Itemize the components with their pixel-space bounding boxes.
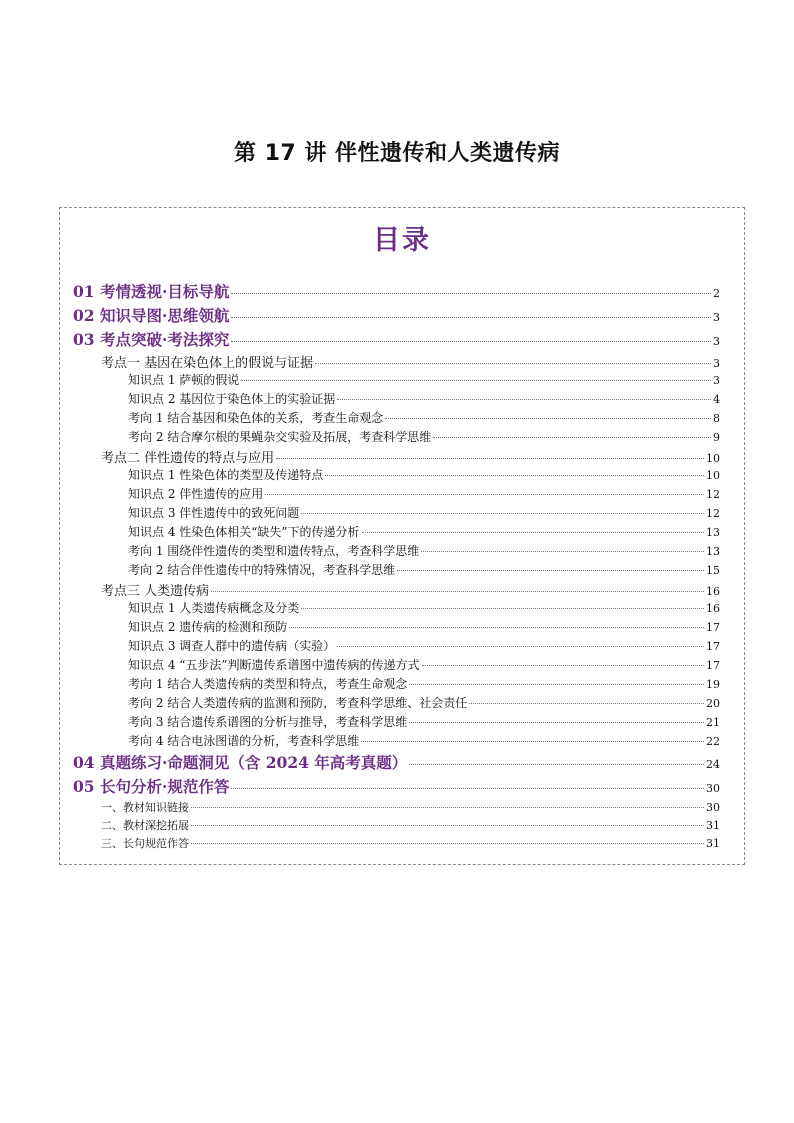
- toc-entry-page: 3: [713, 357, 720, 370]
- toc-entry[interactable]: [73, 817, 720, 835]
- toc-entry-label: 知识点 3 调查人群中的遗传病（实验）: [128, 639, 336, 653]
- toc-leader-dots: [362, 532, 704, 533]
- toc-entry-page: 17: [706, 621, 720, 634]
- toc-leader-dots: [265, 494, 704, 495]
- toc-entry-page: 30: [706, 782, 720, 795]
- toc-entry-label: 01 考情透视·目标导航: [73, 282, 230, 301]
- toc-leader-dots: [325, 475, 704, 476]
- toc-entry-page: 31: [706, 819, 720, 832]
- toc-entry[interactable]: [73, 799, 720, 817]
- toc-entry-label: 知识点 4 性染色体相关“缺失”下的传递分析: [128, 525, 360, 539]
- toc-leader-dots: [469, 703, 704, 704]
- toc-entry[interactable]: [73, 390, 720, 409]
- toc-entry-page: 3: [713, 374, 720, 387]
- toc-entry[interactable]: [73, 618, 720, 637]
- toc-entry-page: 15: [706, 564, 720, 577]
- toc-entry-page: 31: [706, 837, 720, 850]
- toc-entry-page: 3: [713, 311, 720, 324]
- toc-entry-page: 19: [706, 678, 720, 691]
- toc-entry-label: 05 长句分析·规范作答: [73, 777, 230, 796]
- toc-entry[interactable]: [73, 751, 720, 775]
- toc-entry[interactable]: [73, 713, 720, 732]
- toc-heading: 目录: [373, 225, 431, 256]
- toc-entry-page: 13: [706, 526, 720, 539]
- toc-entry-label: 考向 1 结合人类遗传病的类型和特点，考查生命观念: [128, 677, 408, 691]
- toc-entry-label: 考向 2 结合摩尔根的果蝇杂交实验及拓展，考查科学思维: [128, 430, 432, 444]
- toc-entry-label: 考向 1 围绕伴性遗传的类型和遗传特点，考查科学思维: [128, 544, 420, 558]
- toc-entry[interactable]: [73, 280, 720, 304]
- toc-leader-dots: [409, 722, 704, 723]
- toc-entry-page: 10: [706, 452, 720, 465]
- toc-leader-dots: [191, 825, 704, 826]
- toc-entry-page: 22: [706, 735, 720, 748]
- toc-entry-page: 24: [706, 758, 720, 771]
- toc-entry[interactable]: [73, 775, 720, 799]
- toc-entry-page: 10: [706, 469, 720, 482]
- toc-entry-label: 考点一 基因在染色体上的假说与证据: [101, 356, 314, 371]
- toc-leader-dots: [409, 684, 704, 685]
- toc-entry[interactable]: [73, 637, 720, 656]
- toc-entry-label: 考向 2 结合人类遗传病的监测和预防，考查科学思维、社会责任: [128, 696, 468, 710]
- toc-leader-dots: [231, 293, 711, 294]
- toc-entry[interactable]: [73, 523, 720, 542]
- toc-entry[interactable]: [73, 599, 720, 618]
- toc-leader-dots: [191, 843, 704, 844]
- toc-entry-page: 9: [713, 431, 720, 444]
- toc-leader-dots: [191, 807, 704, 808]
- toc-entry[interactable]: [73, 675, 720, 694]
- toc-entry-page: 16: [706, 602, 720, 615]
- toc-leader-dots: [289, 627, 704, 628]
- toc-entry-label: 04 真题练习·命题洞见（含 2024 年高考真题）: [73, 753, 408, 772]
- toc-entry-label: 三、长句规范作答: [101, 837, 189, 850]
- toc-leader-dots: [241, 380, 711, 381]
- toc-entry-page: 12: [706, 507, 720, 520]
- toc-entry[interactable]: [73, 447, 720, 466]
- toc-entry-label: 考向 4 结合电泳图谱的分析，考查科学思维: [128, 734, 360, 748]
- toc-entry-page: 17: [706, 659, 720, 672]
- toc-leader-dots: [385, 418, 711, 419]
- toc-leader-dots: [409, 764, 704, 765]
- table-of-contents: [59, 207, 745, 865]
- toc-entry-label: 知识点 1 人类遗传病概念及分类: [128, 601, 300, 615]
- toc-entry-label: 03 考点突破·考法探究: [73, 330, 230, 349]
- toc-leader-dots: [433, 437, 711, 438]
- toc-entry-label: 知识点 4 “五步法”判断遗传系谱图中遗传病的传递方式: [128, 658, 420, 672]
- toc-entry[interactable]: [73, 409, 720, 428]
- toc-leader-dots: [231, 788, 704, 789]
- toc-entry-label: 知识点 2 遗传病的检测和预防: [128, 620, 288, 634]
- toc-leader-dots: [361, 741, 704, 742]
- toc-entry-label: 考点三 人类遗传病: [101, 584, 210, 599]
- toc-entry[interactable]: [73, 561, 720, 580]
- toc-entry-label: 知识点 3 伴性遗传中的致死问题: [128, 506, 300, 520]
- page-title: 第 17 讲 伴性遗传和人类遗传病: [233, 141, 561, 166]
- toc-entry[interactable]: [73, 580, 720, 599]
- toc-entry-label: 一、教材知识链接: [101, 801, 189, 814]
- toc-entry-page: 3: [713, 335, 720, 348]
- toc-entry[interactable]: [73, 732, 720, 751]
- toc-entry-label: 02 知识导图·思维领航: [73, 306, 230, 325]
- toc-entry-label: 二、教材深挖拓展: [101, 819, 189, 832]
- toc-entry-page: 21: [706, 716, 720, 729]
- toc-entry-label: 知识点 2 基因位于染色体上的实验证据: [128, 392, 336, 406]
- toc-entry-page: 13: [706, 545, 720, 558]
- toc-entry-label: 考向 2 结合伴性遗传中的特殊情况，考查科学思维: [128, 563, 396, 577]
- toc-entry-label: 知识点 1 性染色体的类型及传递特点: [128, 468, 324, 482]
- toc-entry-label: 知识点 2 伴性遗传的应用: [128, 487, 264, 501]
- toc-leader-dots: [315, 363, 711, 364]
- toc-entry[interactable]: [73, 542, 720, 561]
- toc-entry-page: 8: [713, 412, 720, 425]
- toc-entry-label: 知识点 1 萨顿的假说: [128, 373, 240, 387]
- toc-entry-label: 考向 3 结合遗传系谱图的分析与推导，考查科学思维: [128, 715, 408, 729]
- toc-entry-page: 12: [706, 488, 720, 501]
- toc-entry-page: 20: [706, 697, 720, 710]
- toc-leader-dots: [276, 458, 704, 459]
- toc-entry[interactable]: [73, 504, 720, 523]
- toc-leader-dots: [301, 513, 704, 514]
- toc-entry[interactable]: [73, 304, 720, 328]
- toc-leader-dots: [301, 608, 704, 609]
- toc-entry-label: 考点二 伴性遗传的特点与应用: [101, 451, 275, 466]
- toc-list: [73, 280, 720, 853]
- toc-entry[interactable]: [73, 485, 720, 504]
- toc-entry[interactable]: [73, 694, 720, 713]
- toc-leader-dots: [337, 399, 711, 400]
- toc-entry[interactable]: [73, 352, 720, 371]
- toc-entry-label: 考向 1 结合基因和染色体的关系，考查生命观念: [128, 411, 384, 425]
- toc-entry-page: 2: [713, 287, 720, 300]
- toc-entry-page: 4: [713, 393, 720, 406]
- toc-leader-dots: [422, 665, 704, 666]
- toc-entry[interactable]: [73, 328, 720, 352]
- toc-leader-dots: [231, 341, 711, 342]
- toc-entry[interactable]: [73, 428, 720, 447]
- toc-entry-page: 17: [706, 640, 720, 653]
- toc-entry-page: 16: [706, 585, 720, 598]
- toc-entry[interactable]: [73, 371, 720, 390]
- toc-entry[interactable]: [73, 835, 720, 853]
- toc-leader-dots: [211, 591, 704, 592]
- toc-entry[interactable]: [73, 466, 720, 485]
- toc-entry-page: 30: [706, 801, 720, 814]
- toc-leader-dots: [337, 646, 704, 647]
- toc-leader-dots: [231, 317, 711, 318]
- toc-leader-dots: [397, 570, 704, 571]
- toc-leader-dots: [421, 551, 704, 552]
- toc-entry[interactable]: [73, 656, 720, 675]
